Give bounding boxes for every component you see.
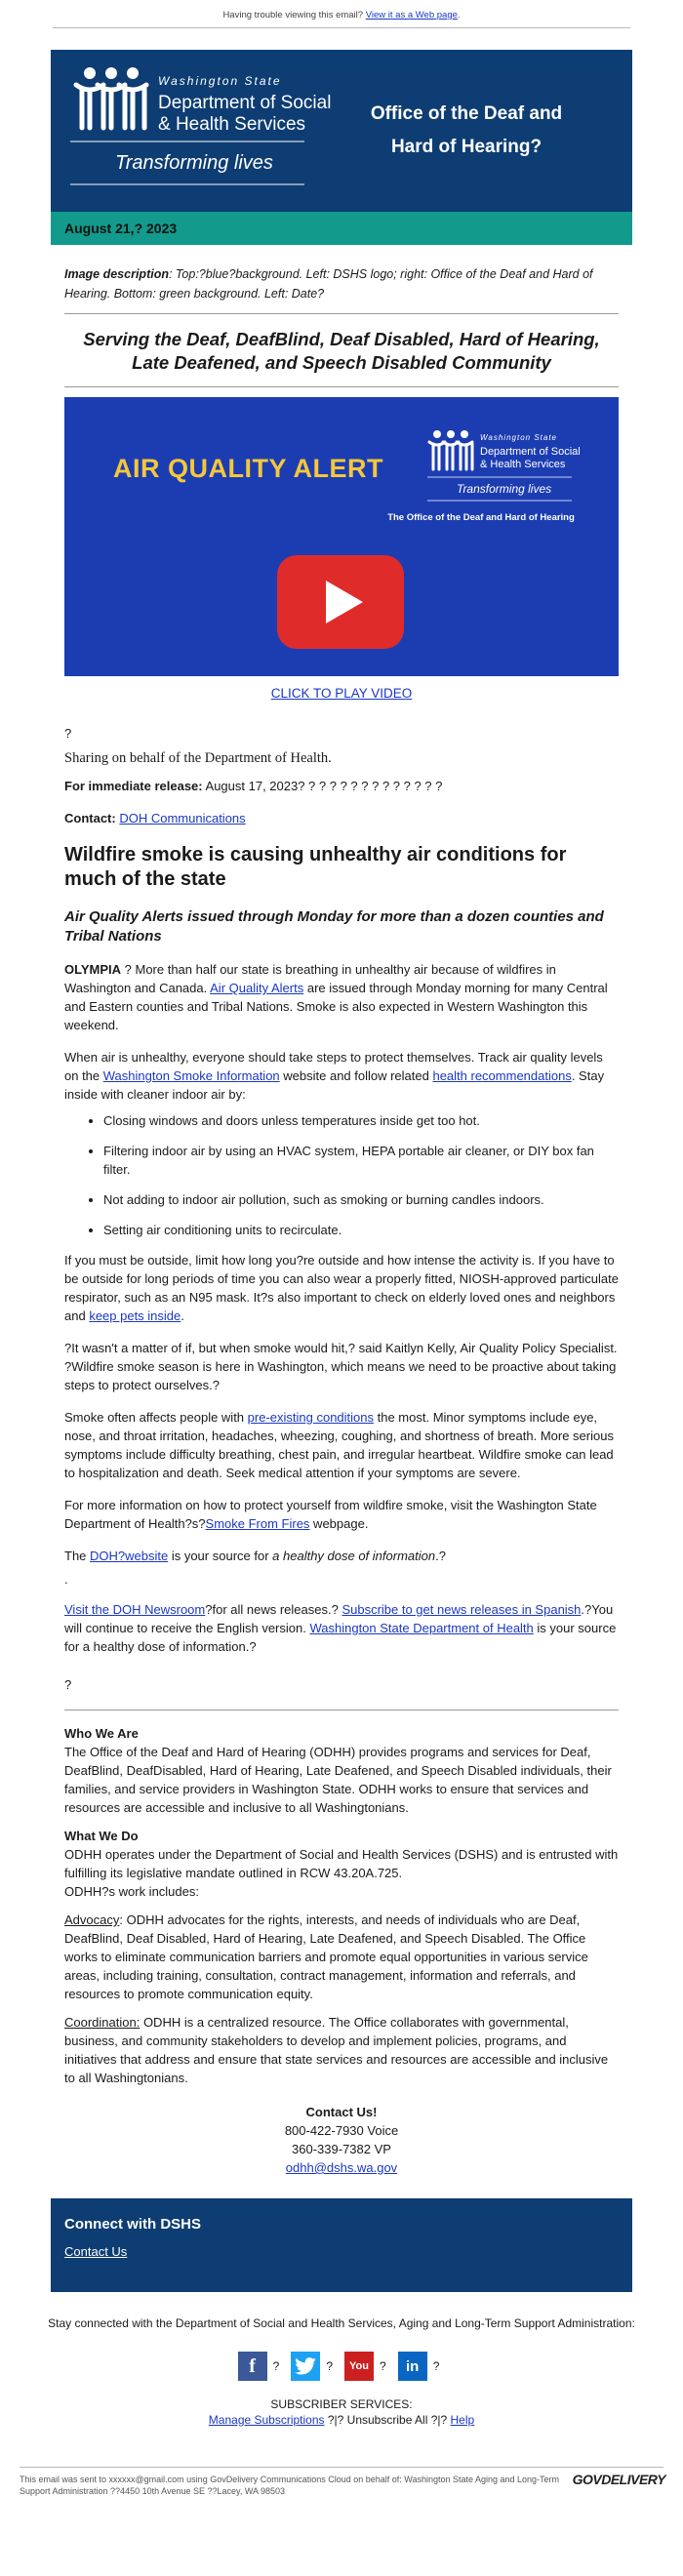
health-recommendations-link[interactable]: health recommendations — [432, 1068, 572, 1083]
image-description-text: : Top:?blue?background. Left: DSHS logo; right: Office of the Deaf and Hard of Hearing. Bottom: green background. Left: Date? — [64, 267, 593, 301]
web-page-link[interactable]: View it as a Web page — [365, 10, 458, 20]
article-subhead: Air Quality Alerts issued through Monday for more than a dozen counties and Tribal Nations — [64, 908, 604, 945]
list-item: • Not adding to indoor air pollution, such as smoking or burning candles indoors. — [103, 1190, 619, 1209]
social-separator: ? — [326, 2358, 333, 2373]
sender-info-text: This email was sent to xxxxxx@gmail.com using GovDelivery Communications Cloud on behalf of: Washington State Aging and Long-Term Support Administration ??4450 10th Avenue SE ??Lacey, WA 98503 — [20, 2475, 560, 2496]
para5-text-a: Smoke often affects people with — [64, 1410, 248, 1425]
logo-dept-line1: Department of Social — [158, 93, 332, 113]
smoke-from-fires-link[interactable]: Smoke From Fires — [205, 1516, 310, 1531]
para6-text-b: webpage. — [309, 1516, 369, 1531]
vp-phone: 360-339-7382 VP — [292, 2142, 391, 2156]
para2-text-a: When air is unhealthy, everyone should take steps to protect themselves. Track air quality levels on the — [64, 1050, 603, 1083]
article-headline: Wildfire smoke is causing unhealthy air conditions for much of the state — [64, 844, 567, 890]
spacer-dot: . — [64, 1572, 68, 1587]
who-we-are-text: The Office of the Deaf and Hard of Hearing (ODHH) provides programs and services for Deaf, DeafBlind, DeafDisabled, Hard of Hearing, Late Deafened, and Speech Disabled individuals, their families, and service providers in Washington State. ODHH works to ensure that services and resources are accessible and inclusive to all Washingtonians. — [64, 1745, 612, 1815]
video-thumbnail[interactable] — [64, 397, 619, 676]
para7-text-a: The — [64, 1549, 91, 1563]
para3-text-b: . — [181, 1308, 184, 1323]
facebook-icon[interactable]: f — [238, 2352, 267, 2381]
paragraph-3 — [64, 1251, 619, 1325]
para2-text-c: . Stay inside with cleaner indoor air by: — [64, 1068, 605, 1102]
para7-text-c: .? — [435, 1549, 446, 1563]
subscriber-services — [20, 2396, 663, 2428]
linkedin-icon[interactable]: in — [398, 2352, 427, 2381]
smoke-information-link[interactable]: Washington Smoke Information — [102, 1068, 280, 1083]
header-banner — [51, 50, 632, 212]
unsubscribe-all-text: ?|? Unsubscribe All ?|? — [324, 2413, 451, 2427]
logo-tagline: Transforming lives — [115, 152, 273, 174]
social-separator: ? — [432, 2358, 440, 2373]
twitter-bird-icon — [295, 2357, 316, 2375]
coordination-text: ODHH is a centralized resource. The Office collaborates with governmental, business, and community stakeholders to develop and implement policies, programs, and initiatives that address and ensure that state services and resources are accessible and inclusive to all Washingtonians. — [64, 2015, 609, 2085]
contact-label: Contact: — [64, 811, 116, 825]
para7-text-b: is your source for — [168, 1549, 273, 1563]
indoor-air-list — [64, 1111, 619, 1239]
main-content — [51, 264, 632, 2177]
list-item: • Filtering indoor air by using an HVAC system, HEPA portable air cleaner, or DIY box fan filter. — [103, 1142, 619, 1179]
video-logo-dept2: & Health Services — [480, 459, 566, 470]
paragraph-6 — [64, 1496, 619, 1533]
stay-connected: Stay connected with the Department of Social and Health Services, Aging and Long-Term Support Administration: — [48, 2316, 635, 2330]
advocacy-item — [64, 1911, 619, 2003]
office-title — [314, 98, 632, 164]
social-separator: ? — [272, 2358, 280, 2373]
subscriber-services-label: SUBSCRIBER SERVICES: — [270, 2397, 413, 2411]
list-item: • Closing windows and doors unless temperatures inside get too hot. — [103, 1111, 619, 1130]
sharing-note: Sharing on behalf of the Department of Health. — [64, 750, 332, 766]
coordination-item — [64, 2013, 619, 2087]
release-date: August 17, 2023? ? ? ? ? ? ? ? ? ? ? ? ? ? — [202, 779, 443, 793]
paragraph-1 — [64, 960, 619, 1034]
trouble-text: Having trouble viewing this email? — [222, 10, 366, 20]
top-divider — [53, 27, 630, 28]
social-separator: ? — [380, 2358, 386, 2373]
email-container — [51, 50, 632, 2292]
who-we-are-title: Who We Are — [64, 1726, 139, 1741]
odhh-email-link[interactable]: odhh@dshs.wa.gov — [285, 2160, 398, 2175]
social-links — [20, 2352, 663, 2381]
para3-text-a: If you must be outside, limit how long you?re outside and how intense the activity is. If you have to be outside for long periods of time you can also wear a properly fitted, NIOSH-approved particulate respirator, such as an N95 mask. It?s also important to check on elderly loved ones and neighbors and — [64, 1253, 619, 1323]
issue-date: August 21,? 2023 — [64, 221, 178, 236]
doh-newsroom-link[interactable]: Visit the DOH Newsroom — [64, 1602, 206, 1617]
video-dshs-logo-icon — [425, 426, 601, 508]
advocacy-label: Advocacy — [64, 1912, 120, 1927]
list-item: • Setting air conditioning units to recirculate. — [103, 1221, 619, 1239]
divider — [64, 1710, 619, 1711]
youtube-icon[interactable]: You — [344, 2352, 374, 2381]
video-logo-state: Washington State — [480, 433, 558, 442]
twitter-icon[interactable] — [291, 2352, 320, 2381]
para2-text-b: website and follow related — [279, 1068, 433, 1083]
wa-doh-link[interactable]: Washington State Department of Health — [309, 1621, 534, 1635]
release-line — [64, 777, 619, 795]
dshs-logo-icon — [68, 63, 332, 200]
what-we-do-text: ODHH operates under the Department of Social and Health Services (DSHS) and is entrusted with fulfilling its legislative mandate outlined in RCW 43.20A.725. — [64, 1847, 619, 1880]
doh-communications-link[interactable]: DOH Communications — [119, 811, 246, 825]
para8-text-a: ?for all news releases.? — [205, 1602, 342, 1617]
video-heading: AIR QUALITY ALERT — [113, 454, 383, 483]
video-logo-tag: Transforming lives — [457, 482, 552, 496]
spacer-char: ? — [64, 726, 72, 741]
manage-subscriptions-link[interactable]: Manage Subscriptions — [208, 2413, 325, 2427]
doh-website-link[interactable]: DOH?website — [90, 1549, 169, 1563]
contact-us-link[interactable]: Contact Us — [64, 2244, 128, 2259]
release-label: For immediate release: — [64, 779, 203, 793]
about-odhh — [64, 1724, 619, 2087]
logo-state-text: Washington State — [158, 74, 282, 88]
paragraph-5 — [64, 1408, 619, 1482]
para5-text-b: the most. Minor symptoms include eye, nose, and throat irritation, headaches, wheezing, coughing, and shortness of breath. More serious symptoms include difficulty breathing, chest pain, and irregular heartbeat. Wildfire smoke can lead to hospitalization and death. Seek medical attention if your symptoms are severe. — [64, 1410, 614, 1480]
contact-title: Contact Us! — [305, 2105, 378, 2119]
para1-text-a: ? More than half our state is breathing in unhealthy air because of wildfires in Washington and Canada. — [64, 962, 556, 995]
click-to-play — [64, 686, 619, 701]
spanish-subscribe-link[interactable]: Subscribe to get news releases in Spanish — [342, 1602, 582, 1617]
spacer-char: ? — [64, 1677, 72, 1692]
office-title-line1: Office of the Deaf and — [370, 103, 563, 124]
coordination-label: Coordination: — [64, 2015, 141, 2030]
click-to-play-link[interactable]: CLICK TO PLAY VIDEO — [270, 686, 413, 701]
paragraph-2 — [64, 1048, 619, 1104]
dshs-logo — [51, 50, 332, 212]
sender-info — [0, 2468, 683, 2497]
play-button-icon[interactable] — [277, 555, 404, 649]
para8-text-b: .?You will continue to receive the English version. — [64, 1602, 614, 1635]
advocacy-text: : ODHH advocates for the rights, interests, and needs of individuals who are Deaf, DeafBlind, Deaf Disabled, Hard of Hearing, Late Deafened, and Speech Disabled. The Office works to eliminate communication barriers and promote equal opportunities in various service areas, including training, consultation, contract management, information and referrals, and resources to promote communication equity. — [64, 1912, 588, 2001]
contact-line — [64, 809, 619, 827]
connect-title: Connect with DSHS — [64, 2216, 202, 2233]
logo-dept-line2: & Health Services — [158, 114, 306, 135]
connect-with-dshs — [51, 2198, 632, 2292]
video-logo-dept1: Department of Social — [480, 446, 581, 458]
govdelivery-logo: GOVDELIVERY — [572, 2472, 665, 2487]
contact-us — [64, 2103, 619, 2177]
divider — [64, 386, 619, 387]
voice-phone: 800-422-7930 Voice — [284, 2123, 399, 2138]
view-online-bar — [0, 0, 683, 21]
air-quality-alerts-link[interactable]: Air Quality Alerts — [210, 981, 304, 995]
footer — [0, 2292, 683, 2428]
topbar-period: . — [457, 10, 461, 20]
image-description-label: Image description — [64, 267, 169, 281]
what-we-do-title: What We Do — [64, 1829, 139, 1843]
work-includes: ODHH?s work includes: — [64, 1884, 199, 1899]
paragraph-8 — [64, 1600, 619, 1656]
image-description — [64, 264, 619, 303]
help-link[interactable]: Help — [450, 2413, 475, 2427]
community-tagline: Serving the Deaf, DeafBlind, Deaf Disabled, Hard of Hearing, Late Deafened, and Speech Disabled Community — [83, 329, 600, 373]
para8-text-c: is your source for a healthy dose of information.? — [64, 1621, 617, 1654]
video-caption: The Office of the Deaf and Hard of Hearing — [387, 512, 575, 523]
para7-italic: a healthy dose of information — [272, 1549, 436, 1563]
para6-text-a: For more information on how to protect yourself from wildfire smoke, visit the Washington State Department of Health?s? — [64, 1498, 597, 1531]
office-title-line2: Hard of Hearing? — [390, 137, 542, 157]
paragraph-4-quote: ?It wasn't a matter of if, but when smoke would hit,? said Kaitlyn Kelly, Air Quality Policy Specialist. ?Wildfire smoke season is here in Washington, which means we need to be proactive about taking steps to protect ourselves.? — [64, 1341, 618, 1392]
paragraph-7 — [64, 1547, 619, 1565]
dateline: OLYMPIA — [64, 962, 122, 977]
para1-text-b: are issued through Monday morning for many Central and Eastern counties and Tribal Nations. Smoke is also expected in Western Washington this weekend. — [64, 981, 608, 1032]
keep-pets-inside-link[interactable]: keep pets inside — [89, 1308, 181, 1323]
date-band — [51, 212, 632, 245]
pre-existing-conditions-link[interactable]: pre-existing conditions — [247, 1410, 375, 1425]
